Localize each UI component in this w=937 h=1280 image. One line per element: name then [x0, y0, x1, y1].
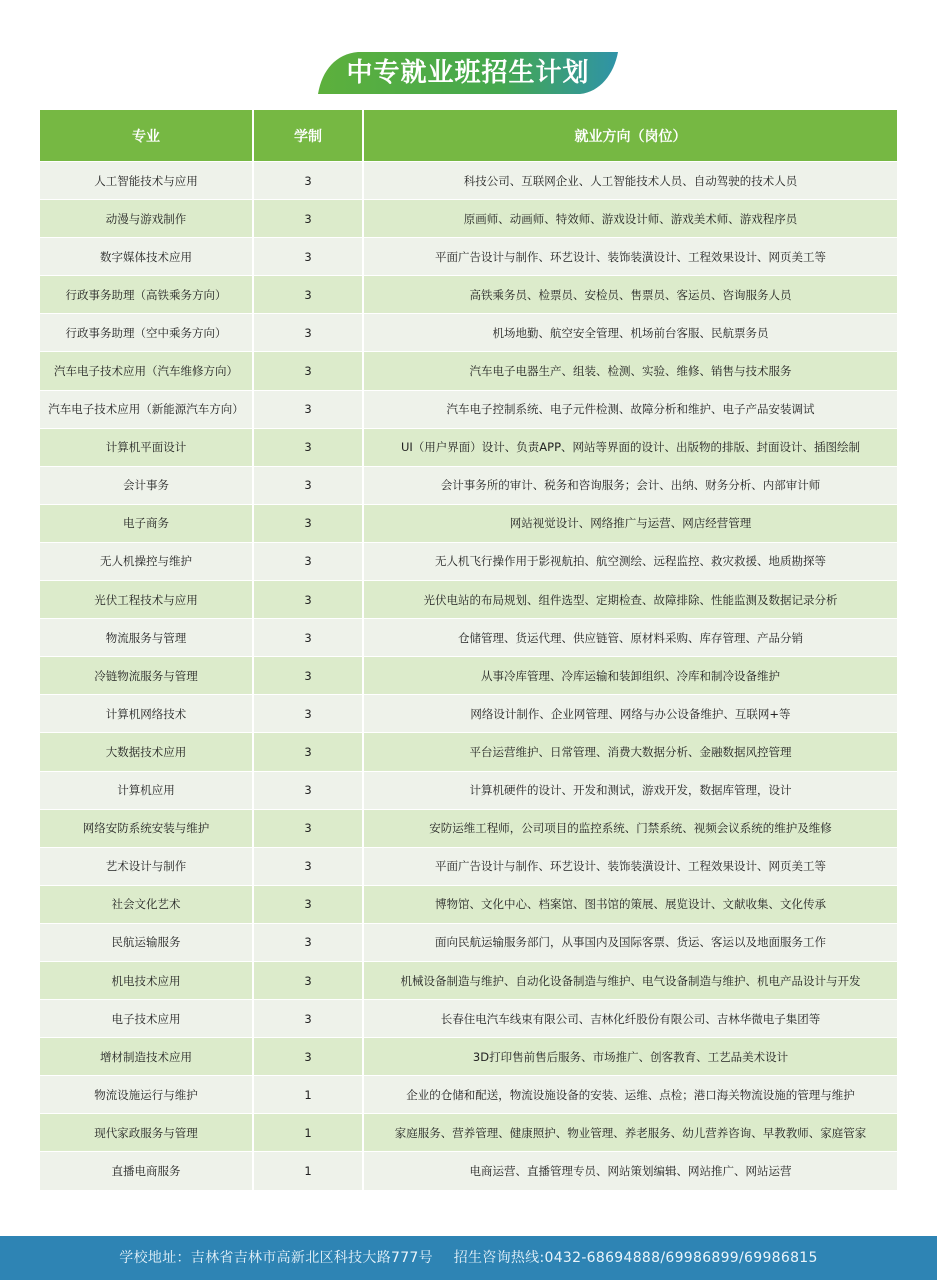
- table-row: [40, 313, 897, 351]
- cell-duration: 3: [254, 313, 364, 351]
- cell-career: 机械设备制造与维护、自动化设备制造与维护、电气设备制造与维护、机电产品设计与开发: [364, 961, 897, 999]
- cell-career: 仓储管理、货运代理、供应链管、原材料采购、库存管理、产品分销: [364, 618, 897, 656]
- cell-duration: 3: [254, 199, 364, 237]
- cell-career: 博物馆、文化中心、档案馆、图书馆的策展、展览设计、文献收集、文化传承: [364, 885, 897, 923]
- cell-career: 3D打印售前售后服务、市场推广、创客教育、工艺品美术设计: [364, 1037, 897, 1075]
- cell-major: 网络安防系统安装与维护: [40, 809, 254, 847]
- title-banner: [318, 52, 618, 94]
- cell-major: 现代家政服务与管理: [40, 1113, 254, 1151]
- cell-duration: 3: [254, 542, 364, 580]
- cell-duration: 3: [254, 999, 364, 1037]
- cell-duration: 3: [254, 390, 364, 428]
- cell-career: 原画师、动画师、特效师、游戏设计师、游戏美术师、游戏程序员: [364, 199, 897, 237]
- table-row: [40, 1075, 897, 1113]
- header-career: 就业方向（岗位）: [364, 110, 897, 161]
- cell-career: 平面广告设计与制作、环艺设计、装饰装潢设计、工程效果设计、网页美工等: [364, 847, 897, 885]
- cell-duration: 3: [254, 923, 364, 961]
- enrollment-hotline: 招生咨询热线:0432-68694888/69986899/69986815: [453, 1250, 818, 1266]
- table-row: [40, 923, 897, 961]
- cell-duration: 3: [254, 580, 364, 618]
- cell-major: 计算机平面设计: [40, 428, 254, 466]
- cell-career: 无人机飞行操作用于影视航拍、航空测绘、远程监控、救灾救援、地质勘探等: [364, 542, 897, 580]
- cell-duration: 3: [254, 694, 364, 732]
- table-row: [40, 1151, 897, 1189]
- table-row: [40, 580, 897, 618]
- table-row: [40, 1037, 897, 1075]
- cell-duration: 3: [254, 351, 364, 389]
- cell-major: 直播电商服务: [40, 1151, 254, 1189]
- cell-duration: 3: [254, 161, 364, 199]
- table-row: [40, 999, 897, 1037]
- cell-career: 汽车电子控制系统、电子元件检测、故障分析和维护、电子产品安装调试: [364, 390, 897, 428]
- cell-major: 冷链物流服务与管理: [40, 656, 254, 694]
- cell-duration: 3: [254, 275, 364, 313]
- cell-major: 人工智能技术与应用: [40, 161, 254, 199]
- cell-major: 大数据技术应用: [40, 732, 254, 770]
- cell-major: 汽车电子技术应用（汽车维修方向）: [40, 351, 254, 389]
- table-body: [40, 161, 897, 1190]
- cell-duration: 3: [254, 847, 364, 885]
- cell-major: 物流设施运行与维护: [40, 1075, 254, 1113]
- table-header-row: [40, 110, 897, 161]
- cell-career: 光伏电站的布局规划、组件选型、定期检查、故障排除、性能监测及数据记录分析: [364, 580, 897, 618]
- cell-major: 增材制造技术应用: [40, 1037, 254, 1075]
- cell-duration: 3: [254, 466, 364, 504]
- cell-career: 平面广告设计与制作、环艺设计、装饰装潢设计、工程效果设计、网页美工等: [364, 237, 897, 275]
- cell-career: 高铁乘务员、检票员、安检员、售票员、客运员、咨询服务人员: [364, 275, 897, 313]
- cell-career: 会计事务所的审计、税务和咨询服务；会计、出纳、财务分析、内部审计师: [364, 466, 897, 504]
- cell-duration: 1: [254, 1075, 364, 1113]
- cell-career: 平台运营维护、日常管理、消费大数据分析、金融数据风控管理: [364, 732, 897, 770]
- cell-major: 民航运输服务: [40, 923, 254, 961]
- cell-career: UI（用户界面）设计、负责APP、网站等界面的设计、出版物的排版、封面设计、插图绘制: [364, 428, 897, 466]
- table-row: [40, 1113, 897, 1151]
- cell-major: 行政事务助理（空中乘务方向）: [40, 313, 254, 351]
- page-title: 中专就业班招生计划: [346, 58, 590, 88]
- table-row: [40, 390, 897, 428]
- cell-career: 企业的仓储和配送，物流设施设备的安装、运维、点检；港口海关物流设施的管理与维护: [364, 1075, 897, 1113]
- cell-duration: 1: [254, 1151, 364, 1189]
- table-row: [40, 656, 897, 694]
- table-row: [40, 961, 897, 999]
- table-row: [40, 618, 897, 656]
- cell-career: 家庭服务、营养管理、健康照护、物业管理、养老服务、幼儿营养咨询、早教教师、家庭管家: [364, 1113, 897, 1151]
- cell-career: 从事冷库管理、冷库运输和装卸组织、冷库和制冷设备维护: [364, 656, 897, 694]
- cell-career: 面向民航运输服务部门，从事国内及国际客票、货运、客运以及地面服务工作: [364, 923, 897, 961]
- cell-career: 科技公司、互联网企业、人工智能技术人员、自动驾驶的技术人员: [364, 161, 897, 199]
- cell-major: 动漫与游戏制作: [40, 199, 254, 237]
- table-row: [40, 694, 897, 732]
- table-row: [40, 466, 897, 504]
- enrollment-table: [40, 110, 897, 1190]
- cell-duration: 3: [254, 1037, 364, 1075]
- cell-major: 汽车电子技术应用（新能源汽车方向）: [40, 390, 254, 428]
- header-duration: 学制: [254, 110, 364, 161]
- cell-major: 光伏工程技术与应用: [40, 580, 254, 618]
- table-row: [40, 885, 897, 923]
- cell-career: 长春住电汽车线束有限公司、吉林化纤股份有限公司、吉林华微电子集团等: [364, 999, 897, 1037]
- cell-major: 无人机操控与维护: [40, 542, 254, 580]
- table-row: [40, 771, 897, 809]
- cell-major: 计算机网络技术: [40, 694, 254, 732]
- cell-major: 行政事务助理（高铁乘务方向）: [40, 275, 254, 313]
- cell-major: 计算机应用: [40, 771, 254, 809]
- cell-major: 物流服务与管理: [40, 618, 254, 656]
- cell-duration: 3: [254, 961, 364, 999]
- table-row: [40, 542, 897, 580]
- table-row: [40, 504, 897, 542]
- school-address: 学校地址：吉林省吉林市高新北区科技大路777号: [119, 1250, 433, 1266]
- table-row: [40, 847, 897, 885]
- cell-career: 计算机硬件的设计、开发和测试，游戏开发，数据库管理，设计: [364, 771, 897, 809]
- cell-career: 汽车电子电器生产、组装、检测、实验、维修、销售与技术服务: [364, 351, 897, 389]
- cell-major: 艺术设计与制作: [40, 847, 254, 885]
- cell-major: 社会文化艺术: [40, 885, 254, 923]
- cell-career: 电商运营、直播管理专员、网站策划编辑、网站推广、网站运营: [364, 1151, 897, 1189]
- cell-career: 机场地勤、航空安全管理、机场前台客服、民航票务员: [364, 313, 897, 351]
- cell-duration: 3: [254, 618, 364, 656]
- cell-major: 电子技术应用: [40, 999, 254, 1037]
- header-major: 专业: [40, 110, 254, 161]
- cell-duration: 3: [254, 504, 364, 542]
- cell-duration: 3: [254, 885, 364, 923]
- table-row: [40, 428, 897, 466]
- footer-bar: [0, 1236, 937, 1280]
- cell-major: 电子商务: [40, 504, 254, 542]
- table-row: [40, 199, 897, 237]
- table-row: [40, 732, 897, 770]
- cell-duration: 1: [254, 1113, 364, 1151]
- cell-major: 机电技术应用: [40, 961, 254, 999]
- cell-career: 安防运维工程师，公司项目的监控系统、门禁系统、视频会议系统的维护及维修: [364, 809, 897, 847]
- cell-duration: 3: [254, 809, 364, 847]
- cell-career: 网络设计制作、企业网管理、网络与办公设备维护、互联网+等: [364, 694, 897, 732]
- cell-major: 会计事务: [40, 466, 254, 504]
- table-row: [40, 237, 897, 275]
- table-row: [40, 809, 897, 847]
- cell-duration: 3: [254, 732, 364, 770]
- table-row: [40, 275, 897, 313]
- table-row: [40, 351, 897, 389]
- table-row: [40, 161, 897, 199]
- cell-duration: 3: [254, 237, 364, 275]
- cell-duration: 3: [254, 656, 364, 694]
- cell-major: 数字媒体技术应用: [40, 237, 254, 275]
- cell-duration: 3: [254, 771, 364, 809]
- cell-duration: 3: [254, 428, 364, 466]
- cell-career: 网站视觉设计、网络推广与运营、网店经营管理: [364, 504, 897, 542]
